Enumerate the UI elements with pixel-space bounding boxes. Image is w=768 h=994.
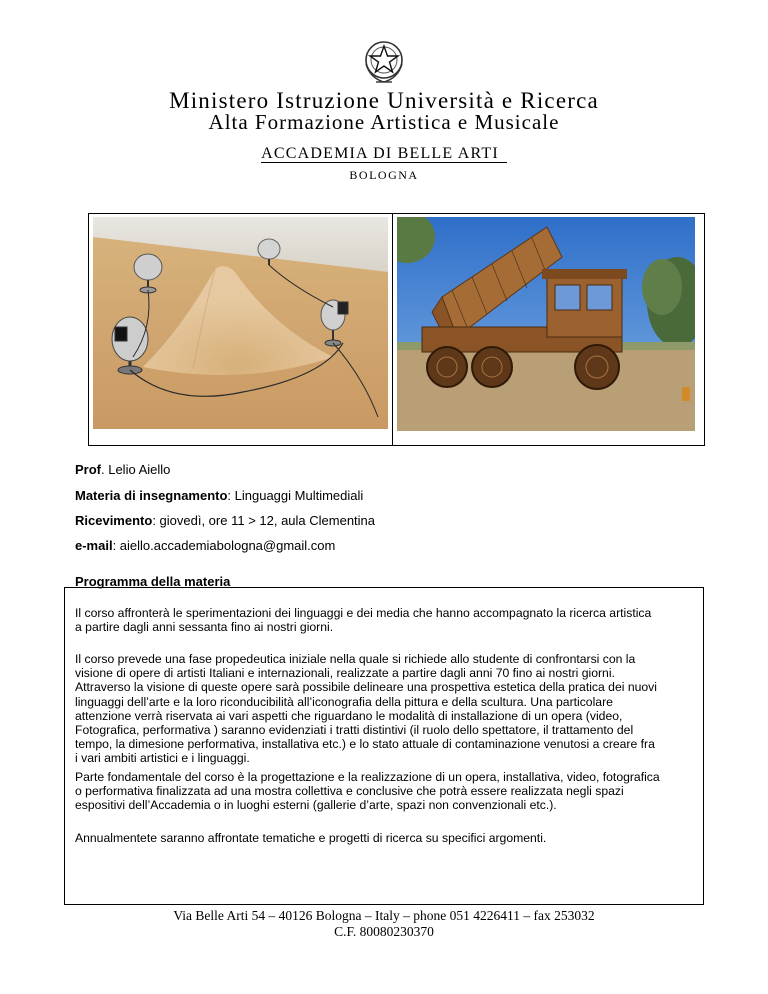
paragraph-line: a partire dagli anni sessanta fino ai nostri giorni. — [75, 620, 334, 635]
info-prof — [75, 462, 170, 477]
header-accademia — [0, 145, 768, 163]
programma-paragraph-4 — [75, 831, 700, 845]
info-prof-value: . Lelio Aiello — [101, 462, 171, 477]
paragraph-line: espositivi dell’Accademia o in luoghi esterni (gallerie d’arte, spazi non convenzionali etc.). — [75, 798, 557, 813]
paragraph-line: Il corso prevede una fase propedeutica iniziale nella quale si richiede allo studente di confrontarsi con la — [75, 652, 636, 666]
paragraph-line: Parte fondamentale del corso è la progettazione e la realizzazione di un opera, installativa, video, fotografica — [75, 770, 660, 784]
info-ricevimento-value: : giovedì, ore 11 > 12, aula Clementina — [152, 513, 376, 528]
photo-sand-installation — [93, 217, 388, 429]
info-ricevimento — [75, 513, 375, 528]
footer-codice-fiscale: C.F. 80080230370 — [334, 924, 434, 939]
info-materia-label: Materia di insegnamento — [75, 488, 228, 503]
info-email-label: e-mail — [75, 538, 113, 553]
italian-republic-emblem-icon — [362, 38, 406, 86]
header-alta-formazione: Alta Formazione Artistica e Musicale — [208, 110, 560, 134]
header-accademia-text: ACCADEMIA DI BELLE ARTI — [261, 145, 507, 163]
paragraph-line: o performativa finalizzata ad una mostra collettiva e conclusive che potrà essere realizzata negli spazi — [75, 784, 624, 799]
paragraph-line: Annualmentete saranno affrontate tematiche e progetti di ricerca su specifici argomenti. — [75, 831, 547, 845]
programma-paragraph-1 — [75, 606, 700, 634]
info-materia — [75, 488, 363, 503]
paragraph-line: Attraverso la visione di queste opere sarà possibile delineare una prospettiva estetica della pratica dei nuovi — [75, 680, 657, 695]
paragraph-line: i vari ambiti artistici e i linguaggi. — [75, 751, 250, 766]
paragraph-line: tempo, la dimesione performativa, installativa etc.) e lo stato attuale di contaminazione venutosi a creare fra — [75, 737, 655, 752]
paragraph-line: Il corso affronterà le sperimentazioni dei linguaggi e dei media che hanno accompagnato la ricerca artistica — [75, 606, 652, 620]
info-prof-label: Prof — [75, 462, 101, 477]
paragraph-line: linguaggi dell’arte e la loro riconducibilità all’iconografia della pittura e della scultura. Una particolare — [75, 694, 613, 709]
info-email — [75, 538, 335, 553]
info-ricevimento-label: Ricevimento — [75, 513, 153, 528]
paragraph-line: visione di opere di artisti Italiani e internazionali, realizzate a partire dagli anni 70 fino ai nostri giorni. — [75, 666, 615, 681]
paragraph-line: attenzione verrà riservata ai vari aspetti che riguardano le modalità di installazione di un opera (video, — [75, 708, 623, 723]
programma-paragraph-3 — [75, 770, 700, 813]
info-email-value[interactable]: : aiello.accademiabologna@gmail.com — [112, 538, 336, 553]
footer-address: Via Belle Arti 54 – 40126 Bologna – Italy – phone 051 4226411 – fax 253032 — [173, 908, 595, 923]
info-materia-value: : Linguaggi Multimediali — [227, 488, 364, 503]
photo-wicker-truck — [397, 217, 695, 431]
paragraph-line: Fotografica, performativa ) saranno evidenziati i tratti distintivi (il ruolo dello spettatore, il trattamento del — [75, 723, 634, 738]
header-bologna: BOLOGNA — [349, 168, 419, 182]
photo-divider — [392, 213, 393, 446]
programma-paragraph-2 — [75, 652, 700, 766]
header-ministero: Ministero Istruzione Università e Ricerca — [169, 88, 599, 113]
programma-title: Programma della materia — [75, 574, 231, 589]
